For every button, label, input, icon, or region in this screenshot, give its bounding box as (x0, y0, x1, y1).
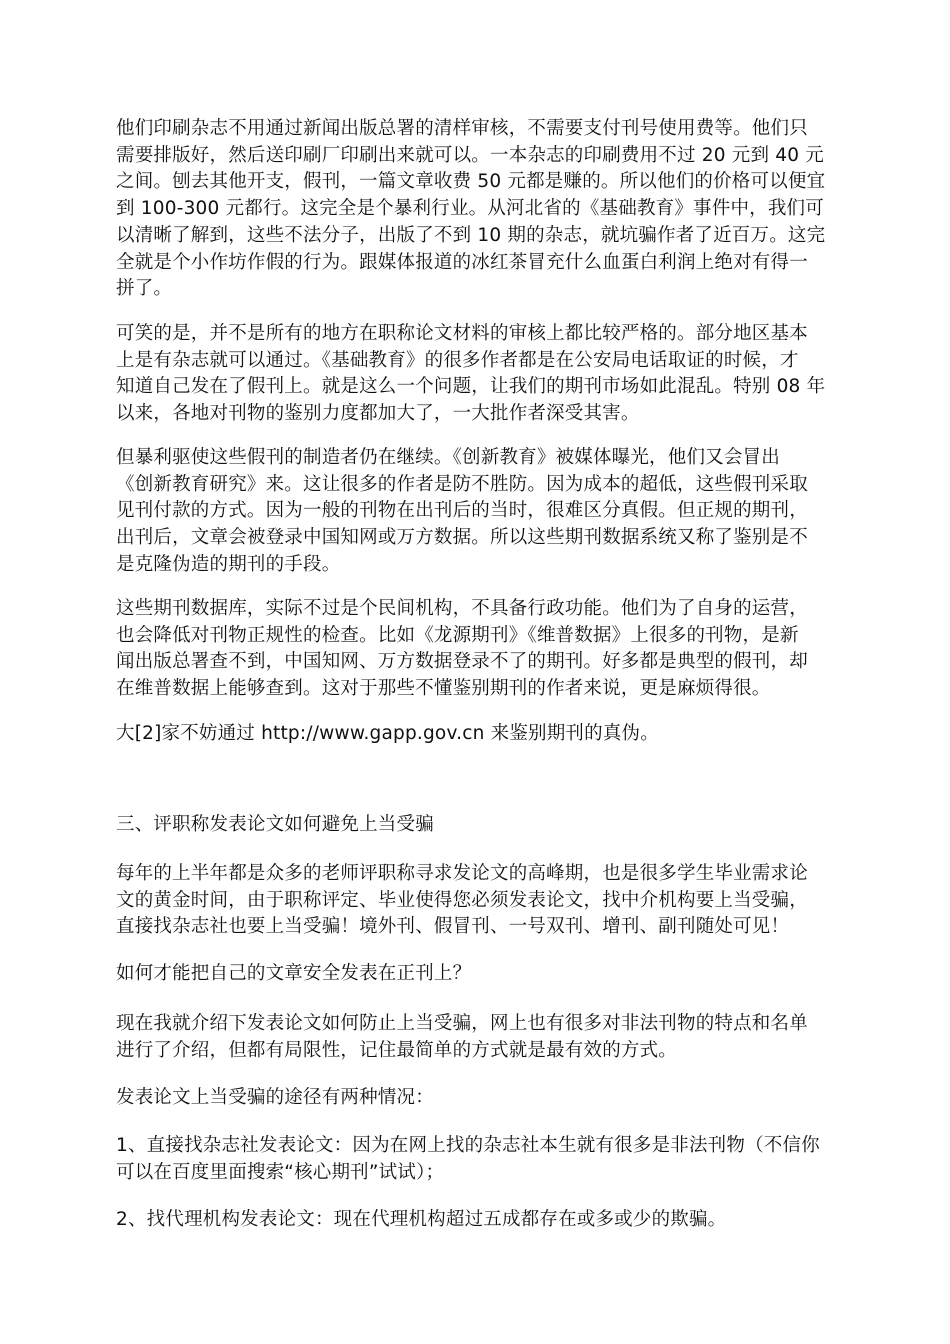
paragraph-review-standards: 可笑的是，并不是所有的地方在职称论文材料的审核上都比较严格的。部分地区基本 上是有杂志就可以通过。《基础教育》的很多作者都是在公安局电话取证的时候，才 知道自己发在了假刊上。就是这么一个问题，让我们的期刊市场如此混乱。特别 08 年 以来，各地对刊物的鉴别力度都加大了，一大批作者深受其害。 (116, 323, 826, 425)
paragraph-databases: 这些期刊数据库，实际不过是个民间机构，不具备行政功能。他们为了自身的运营， 也会降低对刊物正规性的检查。比如《龙源期刊》《维普数据》上很多的刊物，是新 闻出版总署查不到，中国知网、万方数据登录不了的期刊。好多都是典型的假刊，却 在维普数据上能够查到。这对于那些不懂鉴别期刊的作者来说，更是麻烦得很。 (116, 598, 808, 700)
section-heading: 三、评职称发表论文如何避免上当受骗 (116, 814, 434, 835)
paragraph-verify-link: 大[2]家不妨通过 http://www.gapp.gov.cn 来鉴别期刊的真伪。 (116, 723, 659, 744)
paragraph-printing-cost: 他们印刷杂志不用通过新闻出版总署的清样审核，不需要支付刊号使用费等。他们只 需要排版好，然后送印刷厂印刷出来就可以。一本杂志的印刷费用不过 20 元到 40 元 之间。刨去其他开支，假刊，一篇文章收费 50 元都是赚的。所以他们的价格可以便宜 到 100-300 元都行。这完全是个暴利行业。从河北省的《基础教育》事件中，我们可 以清晰了解到，这些不法分子，出版了不到 10 期的杂志，就坑骗作者了近百万。这完 全就是个小作坊作假的行为。跟媒体报道的冰红茶冒充什么血蛋白利润上绝对有得一 拼了。 (116, 118, 826, 300)
paragraph-peak-season: 每年的上半年都是众多的老师评职称寻求发论文的高峰期，也是很多学生毕业需求论 文的黄金时间，由于职称评定、毕业使得您必须发表论文，找中介机构要上当受骗， 直接找杂志社也要上当受骗！境外刊、假冒刊、一号双刊、增刊、副刊随处可见！ (116, 863, 808, 938)
paragraph-profit-driven: 但暴利驱使这些假刊的制造者仍在继续。《创新教育》被媒体曝光，他们又会冒出 《创新教育研究》来。这让很多的作者是防不胜防。因为成本的超低，这些假刊采取 见刊付款的方式。因为一般的刊物在出刊后的当时，很难区分真假。但正规的期刊， 出刊后，文章会被登录中国知网或万方数据。所以这些期刊数据系统又称了鉴别是不 是克隆伪造的期刊的手段。 (116, 447, 808, 575)
paragraph-two-cases: 发表论文上当受骗的途径有两种情况： (116, 1087, 434, 1108)
paragraph-question: 如何才能把自己的文章安全发表在正刊上？ (116, 963, 472, 984)
list-item-2: 2、找代理机构发表论文：现在代理机构超过五成都存在或多或少的欺骗。 (116, 1209, 727, 1230)
paragraph-introduction: 现在我就介绍下发表论文如何防止上当受骗，网上也有很多对非法刊物的特点和名单 进行了介绍，但都有局限性，记住最简单的方式就是最有效的方式。 (116, 1013, 808, 1061)
list-item-1: 1、直接找杂志社发表论文：因为在网上找的杂志社本生就有很多是非法刊物（不信你 可以在百度里面搜索“核心期刊”试试）； (116, 1135, 820, 1183)
